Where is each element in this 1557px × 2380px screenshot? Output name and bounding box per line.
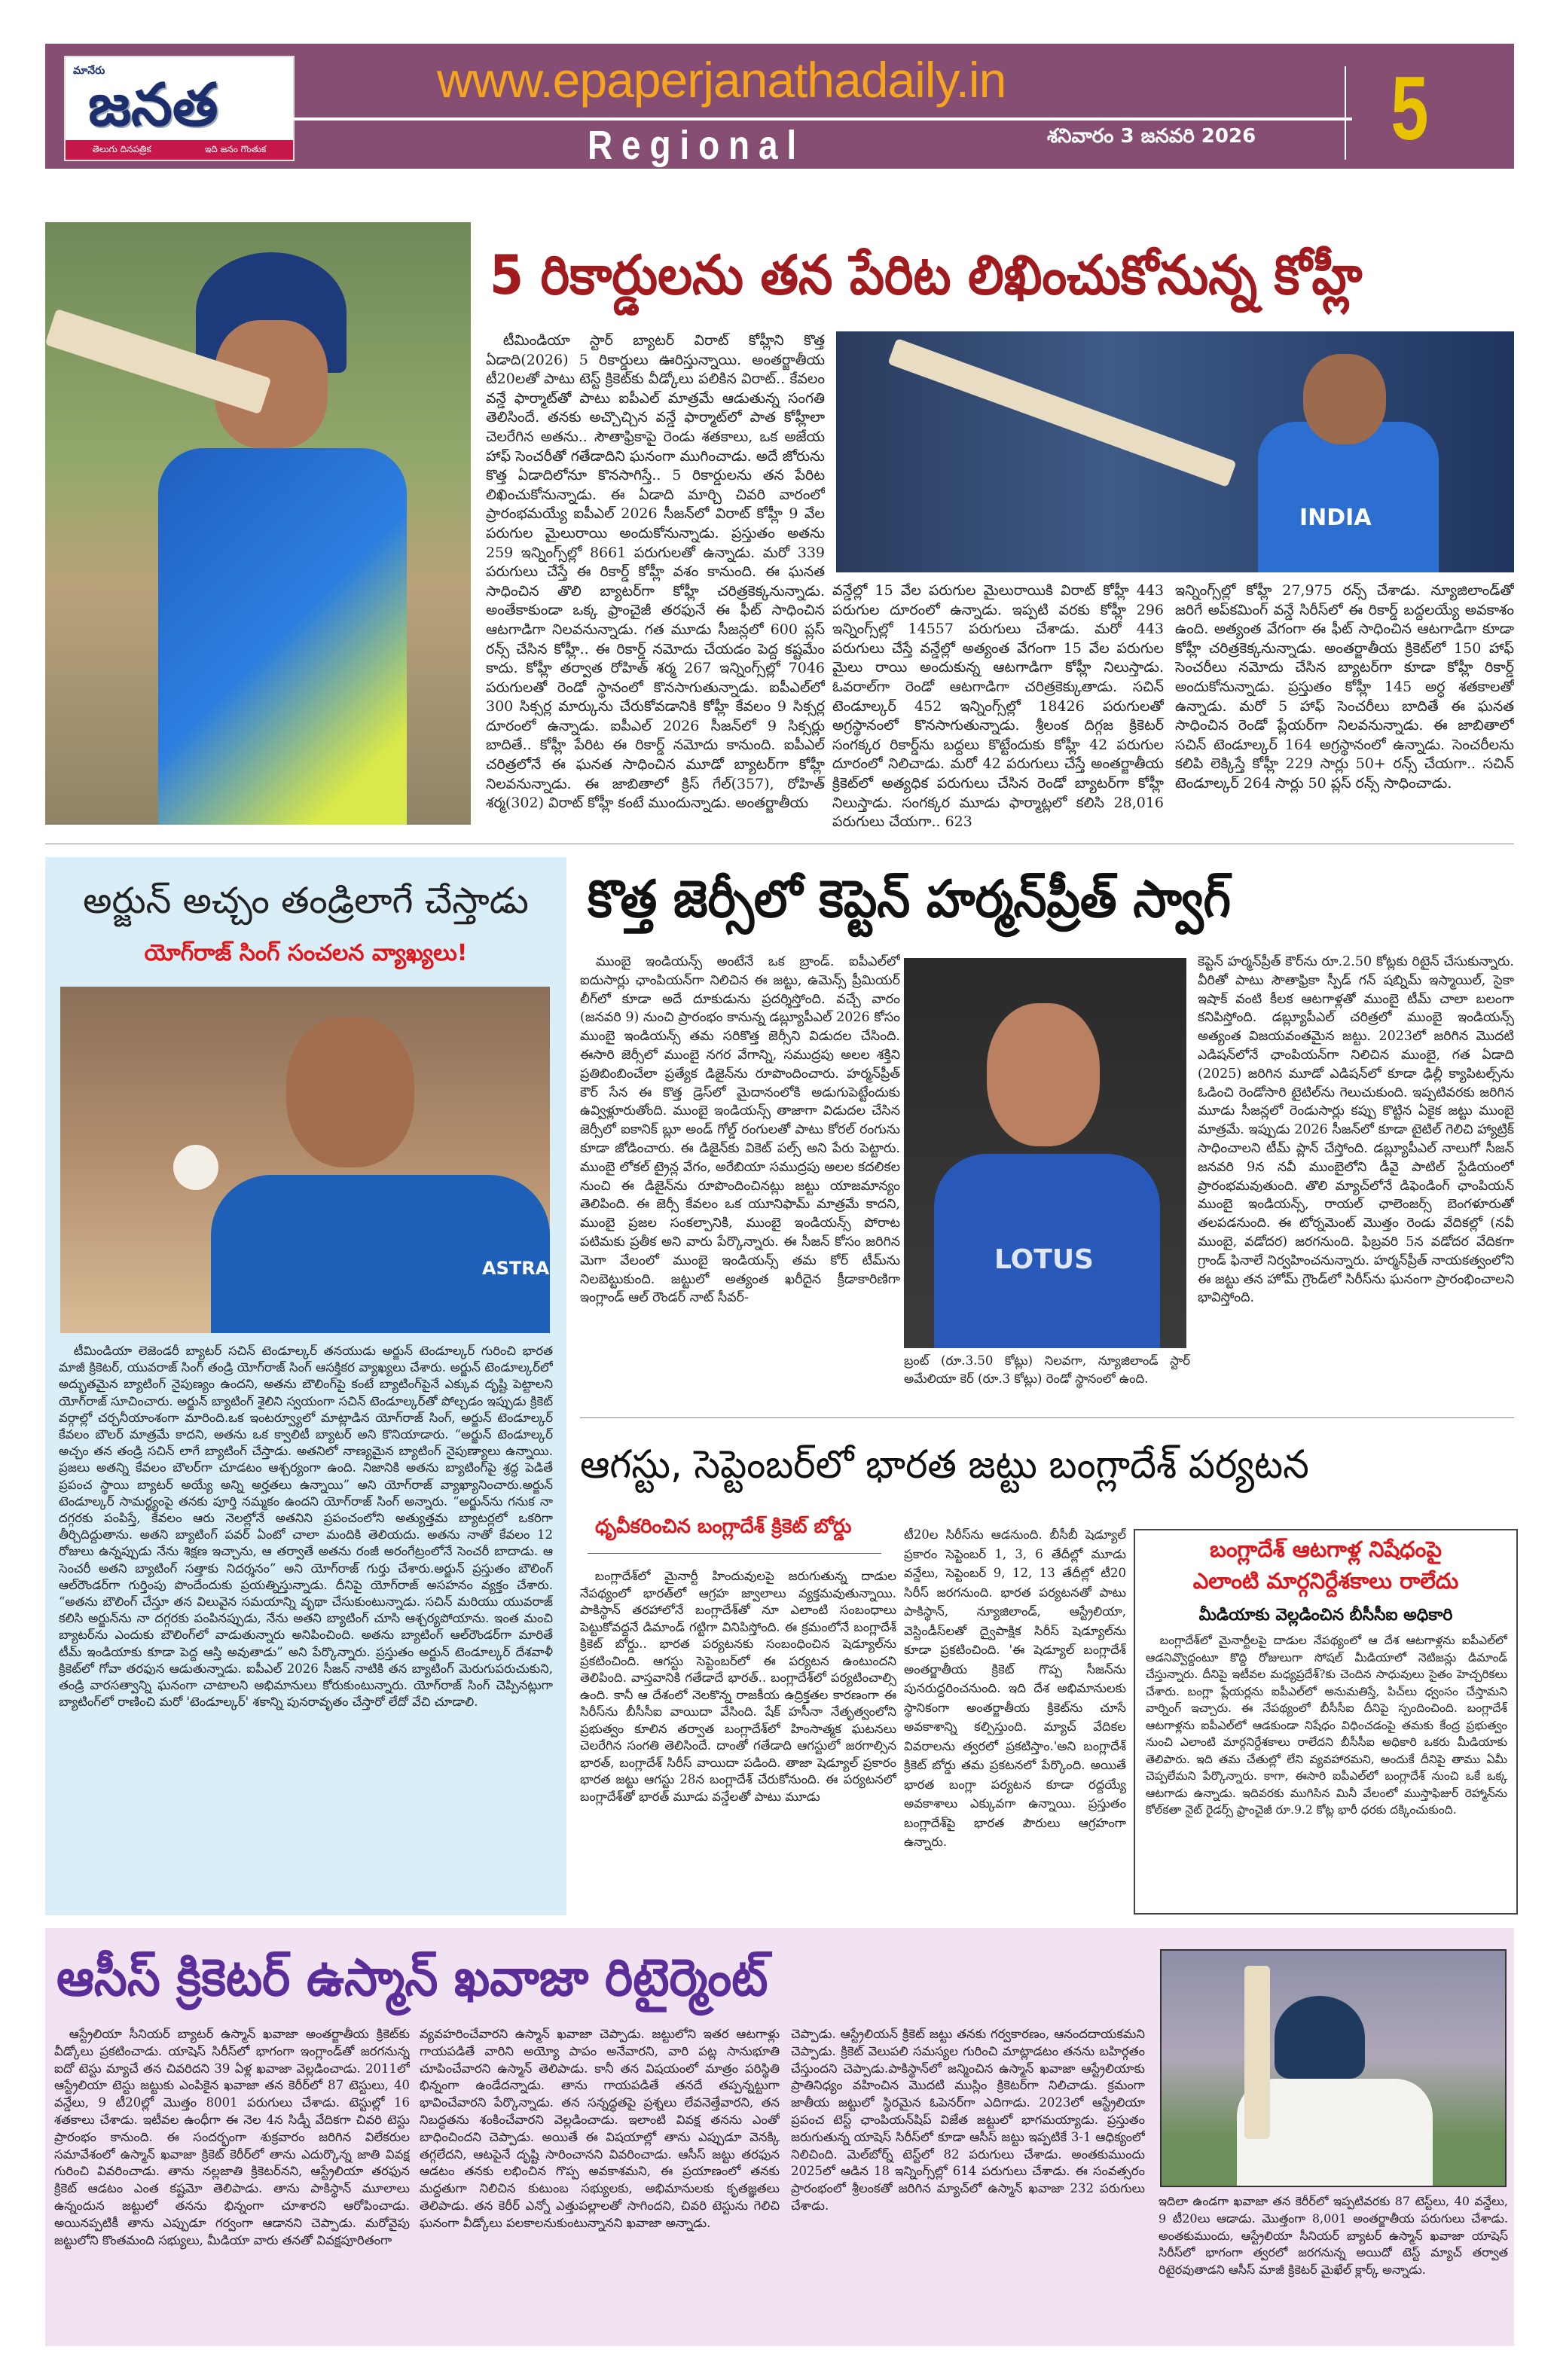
player-jersey [158,448,407,825]
section-name: Regional [588,123,806,168]
bcci-box [1134,1529,1518,1915]
kohli-celebration-photo [836,331,1514,572]
harman-column-1: ముంబై ఇండియన్స్ అంటేనే ఒక బ్రాండ్. ఐపీఎల్‌లో ఐదుసార్లు ఛాంపియన్‌గా నిలిచిన ఈ జట్టు, ఉమెన్స్ ప్రీమియర్ లీగ్‌లో కూడా అదే దూకుడును ప్రదర్శిస్తోంది. వచ్చే వారం (జనవరి 9) నుంచి ప్రారంభం కానున్న డబ్ల్యూపీఎల్ 2026 కోసం ముంబై ఇండియన్స్ తమ సరికొత్త జెర్సీని విడుదల చేసింది. ఈసారి జెర్సీలో ముంబై నగర వేగాన్ని, సముద్రపు అలల శక్తిని ప్రతిబింబించేలా ప్రత్యేక డిజైన్‌ను రూపొందించారు. హర్మన్‌ప్రీత్ కౌర్ సేన ఈ కొత్త డ్రెస్‌లో మైదానంలోకి అడుగుపెట్టేందుకు ఉవ్విళ్లూరుతోంది. ముంబై ఇండియన్స్ తాజాగా విడుదల చేసిన జెర్సీలో ఐకానిక్ బ్లూ అండ్ గోల్డ్ రంగులతో పాటు కోరల్ రంగును కూడా జోడించారు. ఈ డిజైన్‌కు వికెట్ పల్స్ అని పేరు పెట్టారు. ముంబై లోకల్ ట్రైన్ల వేగం, అరేబియా సముద్రపు అలల కదలికల నుంచి ఈ డిజైన్‌ను రూపొందించినట్లు జట్టు యాజమాన్యం తెలిపింది. ఈ జెర్సీ కేవలం ఒక యూనిఫామ్ మాత్రమే కాదని, ముంబై ప్రజల సంకల్పానికి, ముంబై ఇండియన్స్ పోరాట పటిమకు ప్రతీక అని వారు పేర్కొన్నారు. ఈ సీజన్ కోసం జరిగిన మెగా వేలంలో ముంబై ఇండియన్స్ తమ కోర్ టీమ్‌ను నిలబెట్టుకుంది. జట్టులో అత్యంత ఖరీదైన క్రీడాకారిణిగా ఇంగ్లాండ్ ఆల్ రౌండర్ నాట్ సీవర్- [580,954,900,1306]
player-head [1303,354,1386,444]
harman-headline: కొత్త జెర్సీలో కెప్టెన్ హర్మన్‌ప్రీత్ స్వాగ్ [588,870,1231,929]
khawaja-article-box [45,1928,1514,2346]
player-jersey [211,1175,550,1333]
usman-khawaja-photo [1160,1949,1507,2187]
bangladesh-column-2: టీ20ల సిరీస్‌ను ఆడనుంది. బీసీబీ షెడ్యూల్ ప్రకారం సెప్టెంబర్ 1, 3, 6 తేదీల్లో మూడు వన్డేలు, సెప్టెంబర్ 9, 12, 13 తేదీల్లో టీ20 సిరీస్ జరగనుంది. భారత పర్యటనతో పాటు పాకిస్థాన్, న్యూజిలాండ్, ఆస్ట్రేలియా, వెస్టిండీస్‌లతో ద్వైపాక్షిక సిరీస్ షెడ్యూల్‌ను కూడా ప్రకటించింది. 'ఈ షెడ్యూల్ బంగ్లాదేశ్ అంతర్జాతీయ క్రికెట్ గొప్ప సీజన్‌ను పునరుద్దరించనుంది. ఇది దేశ అభిమానులకు స్థానికంగా అంతర్జాతీయ క్రికెట్‌ను చూసే అవకాశాన్ని కల్పిస్తుంది. మ్యాచ్ వేదికల వివరాలను త్వరలో ప్రకటిస్తాం.'అని బంగ్లాదేశ్ క్రికెట్ బోర్డు తమ ప్రకటనలో పేర్కొంది. అయితే భారత బంగ్లా పర్యటన కూడా రద్దయ్యే అవకాశాలు ఎక్కువగా ఉన్నాయి. ప్రస్తుతం బంగ్లాదేశ్‌పై భారత పౌరులు ఆగ్రహంగా ఉన్నారు. [904,1527,1126,1849]
bangladesh-column-1: బంగ్లాదేశ్‌లో మైనార్టీ హిందువులపై జరుగుతున్న దాడుల నేపథ్యంలో భారత్‌లో ఆగ్రహ జ్వాలాలు వ్యక్తమవుతున్నాయి. పాకిస్థాన్ తరహాలోనే బంగ్లాదేశ్‌తో నూ ఎలాంటి సంబంధాలు పెట్టుకోవద్దనే డిమాండ్ గట్టిగా వినిపిస్తోంది. ఈ క్రమంలోనే బంగ్లాదేశ్ క్రికెట్ బోర్డు.. భారత పర్యటనకు సంబంధించిన షెడ్యూల్‌ను ప్రకటించింది. ఆగస్టు సెప్టెంబర్‌లో ఈ పర్యటన ఉంటుందని తెలిపింది. వాస్తవానికి గతేడాదే భారత్.. బంగ్లాదేశ్‌లో పర్యటించాల్సి ఉంది. కానీ ఆ దేశంలో నెలకొన్న రాజకీయ ఉద్రిక్తతల కారణంగా ఈ సిరీస్‌ను బీసీసీఐ వాయిదా వేసింది. షేక్ హసీనా నేతృత్వంలోని ప్రభుత్వం కూలిన తర్వాత బంగ్లాదేశ్‌లో హింసాత్మక ఘటనలు చెలరేగిన సంగతి తెలిసిందే. దాంతో గతేడాది ఆగస్టులో జరగాల్సిన భారత్, బంగ్లాదేశ్ సిరీస్ వాయిదా పడింది. తాజా షెడ్యూల్ ప్రకారం భారత జట్టు ఆగస్టు 28న బంగ్లాదేశ్ చేరుకోనుంది. ఈ పర్యటనలో బంగ్లాదేశ్‌తో భారత్ మూడు వన్డేలతో పాటు మూడు [580,1569,896,1804]
logo-tagline-left: తెలుగు దినపత్రిక [92,143,151,154]
logo-tagline [66,140,293,160]
issue-date: శనివారం 3 జనవరి 2026 [1047,125,1256,148]
arjun-headline: అర్జున్ అచ్చం తండ్రిలాగే చేస్తాడు [83,880,529,922]
section-divider [580,1417,1514,1418]
bangladesh-headline: ఆగస్టు, సెప్టెంబర్‌లో భారత జట్టు బంగ్లాదేశ్ పర్యటన [580,1442,1309,1488]
jersey-text: INDIA [1299,505,1372,531]
arjun-body: టీమిండియా లెజెండరీ బ్యాటర్ సచిన్ టెండూల్కర్ తనయుడు అర్జున్ టెండూల్కర్ గురించి భారత మాజీ క్రికెటర్, యువరాజ్ సింగ్ తండ్రి యోగ్‌రాజ్ సింగ్ ఆసక్తికర వ్యాఖ్యలు చేశారు. అర్జున్ టెండూల్కర్‌లో అద్భుతమైన బ్యాటింగ్ నైపుణ్యం ఉందని, అతను బౌలింగ్‌పై కంటే బ్యాటింగ్‌పైనే ఎక్కువ దృష్టి పెట్టాలని యోగ్‌రాజ్ సూచించారు. అర్జున్ బ్యాటింగ్ శైలిని స్వయంగా సచిన్ టెండూల్కర్‌తో పోల్చడం ఇప్పుడు క్రికెట్ వర్గాల్లో చర్చనీయాంశంగా మారింది.ఒక ఇంటర్వ్యూలో మాట్లాడిన యోగ్‌రాజ్ సింగ్, అర్జున్ టెండూల్కర్ కేవలం బౌలర్ మాత్రమే కాదని, అతను ఒక క్వాలిటీ బ్యాటర్ అని కొనియాడారు. “అర్జున్ టెండూల్కర్ అచ్చం తన తండ్రి సచిన్ లాగే బ్యాటింగ్ చేస్తాడు. అతనిలో నాణ్యమైన బ్యాటింగ్ నైపుణ్యాలు ఉన్నాయి. ప్రజలు అతన్ని కేవలం బౌలర్‌గా చూడటం ఆశ్చర్యంగా ఉంది. నిజానికి అతను బ్యాటింగ్‌పై శ్రద్ధ పెడితే ప్రపంచ స్థాయి బ్యాటర్ అయ్యే అన్ని అర్హతలు ఉన్నాయి” అని యోగ్‌రాజ్ వ్యాఖ్యానించారు.అర్జున్ టెండూల్కర్ సామర్థ్యంపై తనకు పూర్తి నమ్మకం ఉందని యోగ్‌రాజ్ సింగ్ అన్నారు. “అర్జున్‌ను గనుక నా దగ్గరకు పంపిస్తే, కేవలం ఆరు నెలల్లోనే అతనిని ప్రపంచంలోని అత్యుత్తమ బ్యాటర్లలో ఒకరిగా తీర్చిదిద్దుతాను. అతని బ్యాటింగ్ పవర్ ఏంటో చాలా మందికి తెలియదు. అతను నాతో కేవలం 12 రోజులు ఉన్నప్పుడు నేను శిక్షణ ఇచ్చాను, ఆ తర్వాతే అతను రంజీ అరంగేట్రంలోనే సెంచరీ బాదాడు. ఆ సెంచరీ అతని బ్యాటింగ్ సత్తాకు నిదర్శనం” అని యోగ్‌రాజ్ గుర్తు చేశారు.అర్జున్ ప్రస్తుతం బౌలింగ్ ఆల్‌రౌండర్‌గా గుర్తింపు పొందేందుకు ప్రయత్నిస్తున్నాడు. దీనిపై యోగ్‌రాజ్ అసహనం వ్యక్తం చేశారు. “అతను బౌలింగ్ చేస్తూ తన విలువైన సమయాన్ని వృథా చేసుకుంటున్నాడు. సచిన్ మరియు యువరాజ్ కలిసి అర్జున్‌ను నా దగ్గరకు పంపినప్పుడు, నేను అతని బ్యాటింగ్ చూసి ఆశ్చర్యపోయాను. ఇంత మంచి బ్యాటర్‌ను ఎందుకు బౌలింగ్‌లో వాడుతున్నారు అనిపించింది. అతను బ్యాటింగ్ ఆల్‌రౌండర్‌గా మారితే టీమ్ ఇండియాకు కూడా పెద్ద ఆస్తి అవుతాడు” అని పేర్కొన్నారు. ప్రస్తుతం అర్జున్ టెండూల్కర్ దేశవాళీ క్రికెట్‌లో గోవా తరఫున ఆడుతున్నాడు. ఐపీఎల్ 2026 సీజన్ నాటికి తన బ్యాటింగ్ మెరుగుపరుచుకుని, తండ్రి వారసత్వాన్ని ఘనంగా చాటాలని అభిమానులు కోరుకుంటున్నారు. యోగ్‌రాజ్ సింగ్ చెప్పినట్లుగా బ్యాటింగ్‌లో రాణించి మరో 'టెండూల్కర్' శకాన్ని పునరావృతం చేస్తారో లేదో వేచి చూడాలి. [59,1344,553,1710]
harmanpreet-kaur-photo [904,958,1186,1348]
website-url[interactable]: www.epaperjanathadaily.in [437,52,1006,108]
cricket-ball [173,1145,218,1190]
kohli-headline: 5 రికార్డులను తన పేరిట లిఖించుకోనున్న కోహ్లీ [490,243,1363,307]
bangladesh-subheadline: ధృవీకరించిన బంగ్లాదేశ్ క్రికెట్ బోర్డు [595,1515,852,1538]
masthead-divider [290,117,1352,121]
raised-bat [1244,1966,1270,2139]
khawaja-column-3: చెప్పాడు. ఆస్ట్రేలియన్ క్రికెట్ జట్టు తనకు గర్వకారణం, ఆనందదాయకమని చెప్పాడు. క్రికెట్ వెలుపలి సమస్యల గురించి మాట్లాడటం తనను బహిర్గతం చేస్తుందని చెప్పాడు.పాకిస్థాన్‌లో జన్మించిన ఉస్మాన్ ఖవాజా ఆస్ట్రేలియాకు ప్రాతినిధ్యం వహించిన మొదటి ముస్లిం క్రికెటర్‌గా నిలిచాడు. క్రమంగా జాతీయ జట్టులో స్థిరమైన ఓపెనర్‌గా ఎదిగాడు. 2023లో ఆస్ట్రేలియా ప్రపంచ టెస్ట్ ఛాంపియన్‌షిప్ విజేత జట్టులో భాగమయ్యాడు. ప్రస్తుతం జరుగుతున్న యాషెస్ సిరీస్‌లో కూడా ఆసీస్ జట్టు ఇప్పటికే 3-1 ఆధిక్యంలో నిలిచింది. మెల్‌బోర్న్ టెస్ట్‌లో 82 పరుగులు చేశాడు. అంతకుముందు 2025లో ఆడిన 18 ఇన్నింగ్స్‌ల్లో 614 పరుగులు చేశాడు. ఈ సంవత్సరం ప్రారంభంలో శ్రీలంకతో జరిగిన మ్యాచ్‌లో ఉస్మాన్ ఖవాజా 232 పరుగులు చేశాడు. [791,2027,1145,2213]
khawaja-column-1: ఆస్ట్రేలియా సీనియర్ బ్యాటర్ ఉస్మాన్ ఖవాజా అంతర్జాతీయ క్రికెట్‌కు వీడ్కోలు ప్రకటించాడు. యాషెస్ సిరీస్‌లో భాగంగా ఇంగ్లాండ్‌తో జరగనున్న ఐదో టెస్టు మ్యాచే తన చివరిదని 39 ఏళ్ల ఖవాజా వెల్లడించాడు. 2011లో ఆస్ట్రేలియా టెస్టు జట్టుకు ఎంపికైన ఖవాజా తన కెరీర్‌లో 87 టెస్టులు, 40 వన్డేలు, 9 టీ20ల్లో మొత్తం 8001 పరుగులు చేశాడు. టెస్టుల్లో 16 శతకాలు చేశాడు. ఇటీవల ఉంధీగా ఈ నెల 4న సిడ్నీ వేదికగా చివరి టెస్టు ప్రారంభం కానుంది. ఈ సందర్భంగా శుక్రవారం జరిగిన విలేకరుల సమావేశంలో ఉస్మాన్ ఖవాజా క్రికెట్ కెరీర్‌లో తాను ఎదుర్కొన్న జాతి వివక్ష గురించి వివరించాడు. తాను నల్లజాతి క్రికెటర్‌నని, ఆస్ట్రేలియా తరఫున క్రికెట్ ఆడటం ఎంత కష్టమో తెలిపాడు. తాను పాకిస్థాన్ మూలాలు ఉన్నందున జట్టులో తనను భిన్నంగా చూశారని ఆరోపించాడు. అయినప్పటికీ తాను ఎప్పుడూ గర్వంగా ఆడానని చెప్పాడు. మరోవైపు జట్టులోని కొంతమంది సభ్యులు, మీడియా వారు తనతో వివక్షపూరితంగా [54,2027,410,2247]
player-head [286,1017,414,1167]
player-head [987,1003,1100,1146]
arjun-article-box [45,857,566,1915]
masthead [45,44,1514,169]
player-jersey [1258,422,1439,572]
khawaja-headline: ఆసీస్ క్రికెటర్ ఉస్మాన్ ఖవాజా రిటైర్మెంట్ [56,1948,768,2008]
jersey-text: ASTRA [482,1258,550,1279]
kohli-column-3: ఇన్నింగ్స్‌ల్లో కోహ్లీ 27,975 రన్స్ చేశాడు. న్యూజిలాండ్‌తో జరిగే అప్‌కమింగ్ వన్డే సిరీస్‌లో ఈ రికార్డ్ బద్దలయ్యే అవకాశం ఉంది. అత్యంత వేగంగా ఈ ఫీట్ సాధించిన ఆటగాడిగా కూడా కోహ్లీ చరిత్రకెక్కనున్నాడు. అంతర్జాతీయ క్రికెట్‌లో 150 హాఫ్ సెంచరీలు నమోదు చేసిన బ్యాటర్‌గా కూడా కోహ్లీ రికార్డ్ అందుకోనున్నాడు. ప్రస్తుతం కోహ్లీ 145 అర్ధ శతకాలతో ఉన్నాడు. మరో 5 హాఫ్ సెంచరీలు బాదితే ఈ ఘనత సాధించిన రెండో ప్లేయర్‌గా నిలవనున్నాడు. ఈ జాబితాలో సచిన్ టెండూల్కర్ 164 అగ్రస్థానంలో ఉన్నాడు. సెంచరీలను కలిపి లెక్కిస్తే కోహ్లీ 229 సార్లు 50+ రన్స్ చేయగా.. సచిన్ టెండూల్కర్ 264 సార్లు 50 ప్లస్ రన్స్ సాధించాడు. [1175,582,1514,792]
khawaja-photo-caption: ఇదిలా ఉండగా ఖవాజా తన కెరీర్‌లో ఇప్పటివరకు 87 టెస్ట్‌లు, 40 వన్డేలు, 9 టీ20లు ఆడాడు. మొత్తంగా 8,001 అంతర్జాతీయ పరుగులు చేశాడు. అంతకుముందు, ఆస్ట్రేలియా సీనియర్ బ్యాటర్ ఉస్మాన్ ఖవాజా యాషెస్ సిరీస్‌లో భాగంగా త్వరలో జరగనున్న అయిదో టెస్ట్ మ్యాచ్ తర్వాత రిటైరవుతాడని ఆసీస్ మాజీ క్రికెటర్ మైఖేల్ క్లార్క్ అన్నాడు. [1159,2194,1508,2278]
arjun-tendulkar-photo [60,987,550,1333]
logo-tagline-right: ఇది జనం గొంతుక [204,143,267,154]
masthead-vertical-divider [1345,66,1346,160]
newspaper-logo[interactable] [64,56,295,161]
bcci-box-subheadline: మీడియాకు వెల్లడించిన బీసీసీఐ అధికారి [1198,1606,1453,1625]
kohli-column-2: వన్డేల్లో 15 వేల పరుగుల మైలురాయికి విరాట్ కోహ్లీ 443 పరుగుల దూరంలో ఉన్నాడు. ఇప్పటి వరకు కోహ్లీ 296 ఇన్నింగ్స్‌ల్లో 14557 పరుగులు చేశాడు. మరో 443 పరుగులు చేస్తే వన్డేల్లో అత్యంత వేగంగా 15 వేల పరుగుల మైలు రాయి అందుకున్న ఆటగాడిగా కోహ్లీ నిలుస్తాడు. ఓవరాల్‌గా రెండో ఆటగాడిగా చరిత్రకెక్కుతాడు. సచిన్ టెండూల్కర్ 452 ఇన్నింగ్స్‌ల్లో 18426 పరుగులతో అగ్రస్థానంలో కొనసాగుతున్నాడు. శ్రీలంక దిగ్గజ క్రికెటర్ సంగక్కర రికార్డ్‌ను బద్దలు కొట్టేందుకు కోహ్లీ 42 పరుగుల దూరంలో నిలిచాడు. మరో 42 పరుగులు చేస్తే అంతర్జాతీయ క్రికెట్‌లో అత్యధిక పరుగులు చేసిన రెండో బ్యాటర్‌గా కోహ్లీ నిలుస్తాడు. సంగక్కర మూడు ఫార్మాట్లలో కలిసి 28,016 పరుగులు చేయగా.. 623 [832,582,1164,830]
kohli-column-1: టీమిండియా స్టార్ బ్యాటర్ విరాట్ కోహ్లీని కొత్త ఏడాది(2026) 5 రికార్డులు ఊరిస్తున్నాయి. అంతర్జాతీయ టీ20లతో పాటు టెస్ట్ క్రికెట్‌కు వీడ్కోలు పలికిన విరాట్.. కేవలం వన్డే ఫార్మాట్‌తో పాటు ఐపీఎల్ మాత్రమే ఆడుతున్న సంగతి తెలిసిందే. తనకు అచ్చొచ్చిన వన్డే ఫార్మాట్‌లో పాత కోహ్లీలా చెలరేగిన అతను.. సౌతాఫ్రికాపై రెండు శతకాలు, ఒక అజేయ హాఫ్ సెంచరీతో గతేడాదిని ఘనంగా ముగించాడు. అదే జోరును కొత్త ఏడాదిలోనూ కొనసాగిస్తే.. 5 రికార్డులను తన పేరిట లిఖించుకోనున్నాడు. ఈ ఏడాది మార్చి చివరి వారంలో ప్రారంభమయ్యే ఐపీఎల్ 2026 సీజన్‌లో విరాట్ కోహ్లీ 9 వేల పరుగుల మైలురాయి అందుకోనున్నాడు. ప్రస్తుతం అతను 259 ఇన్నింగ్స్‌ల్లో 8661 పరుగులతో ఉన్నాడు. మరో 339 పరుగులు చేస్తే ఈ రికార్డ్ కోహ్లీ వశం కానుంది. ఈ ఘనత సాధించిన తొలి బ్యాటర్‌గా కోహ్లీ చరిత్రకెక్కనున్నాడు. అంతేకాకుండా ఒక్క ఫ్రాంచైజీ తరఫునే ఈ ఫీట్ సాధించిన ఆటగాడిగా నిలవనున్నాడు. గత మూడు సీజన్లలో 600 ప్లస్ రన్స్ చేసిన కోహ్లీ.. ఈ రికార్డ్ నమోదు చేయడం పెద్ద కష్టమేం కాదు. కోహ్లీ తర్వాత రోహిత్ శర్మ 267 ఇన్నింగ్స్‌ల్లో 7046 పరుగులతో రెండో స్థానంలో కొనసాగుతున్నాడు. ఐపీఎల్‌లో 300 సిక్సర్ల మార్కును చేరుకోవడానికి కోహ్లీ కేవలం 9 సిక్సర్ల దూరంలో ఉన్నాడు. ఐపీఎల్ 2026 సీజన్‌లో 9 సిక్సర్లు బాదితే.. కోహ్లీ పేరిట ఈ రికార్డ్ నమోదు కానుంది. ఐపీఎల్ చరిత్రలోనే ఈ ఘనత సాధించిన మూడో బ్యాటర్‌గా కోహ్లీ నిలవనున్నాడు. ఈ జాబితాలో క్రిస్ గేల్(357), రోహిత్ శర్మ(302) విరాట్ కోహ్లీ కంటే ముందున్నాడు. అంతర్జాతీయ [486,332,825,812]
harman-photo-caption: బ్రంట్ (రూ.3.50 కోట్లు) నిలవగా, న్యూజిలాండ్ స్టార్ అమేలియా కెర్ (రూ.3 కోట్లు) రెండో స్థానంలో ఉంది. [904,1353,1190,1386]
logo-prefix: మానేరు [73,65,105,77]
harman-column-3: కెప్టెన్ హర్మన్‌ప్రీత్ కౌర్‌ను రూ.2.50 కోట్లకు రిటైన్ చేసుకున్నారు. వీరితో పాటు సౌతాఫ్రికా స్పీడ్ గన్ షబ్నిమ్ ఇస్మాయిల్, సైకా ఇషాక్ వంటి కీలక ఆటగాళ్లతో ముంబై టీమ్ చాలా బలంగా కనిపిస్తోంది. డబ్ల్యూపీఎల్ చరిత్రలో ముంబై ఇండియన్స్ అత్యంత విజయవంతమైన జట్టు. 2023లో జరిగిన మొదటి ఎడిషన్‌లోనే ఛాంపియన్‌గా నిలిచిన ముంబై, గత ఏడాది (2025) జరిగిన మూడో ఎడిషన్‌లో కూడా ఢిల్లీ క్యాపిటల్స్‌ను ఓడించి రెండోసారి టైటిల్‌ను గెలుచుకుంది. ఇప్పటివరకు జరిగిన మూడు సీజన్లలో రెండుసార్లు కప్పు కొట్టిన ఏకైక జట్టు ముంబై మాత్రమే. ఇప్పుడు 2026 సీజన్‌లో కూడా టైటిల్ గెలిచి హ్యాట్రిక్ సాధించాలని టీమ్ ప్లాన్ చేస్తోంది. డబ్ల్యూపీఎల్ నాలుగో సీజన్ జనవరి 9న నవీ ముంబైలోని డీవై పాటిల్ స్టేడియంలో ప్రారంభమవుతుంది. తొలి మ్యాచ్‌లోనే డిఫెండింగ్ ఛాంపియన్ ముంబై ఇండియన్స్, రాయల్ ఛాలెంజర్స్ బెంగళూరుతో తలపడనుంది. ఈ టోర్నమెంట్ మొత్తం రెండు వేదికల్లో (నవీ ముంబై, వడోదర) జరగనుంది. ఫిబ్రవరి 5న వడోదర వేదికగా గ్రాండ్ ఫినాలే నిర్వహించనున్నారు. హర్మన్‌ప్రీత్ నాయకత్వంలోని ఈ జట్టు తన హోమ్ గ్రౌండ్‌లో సిరీస్‌ను ఘనంగా ప్రారంభించాలని భావిస్తోంది. [1198,954,1514,1306]
player-helmet [1275,1996,1365,2079]
bcci-box-body: బంగ్లాదేశ్‌లో మైనార్టీలపై దాడుల నేపథ్యంలో ఆ దేశ ఆటగాళ్లను ఐపీఎల్‌లో ఆడనివ్వొద్దంటూ కొద్ది రోజులుగా సోషల్ మీడియాలో నెటిజన్లు డిమాండ్ చేస్తున్నారు. దీనిపై ఇటీవల మధ్యప్రదేశ్?కు చెందిన సాధువులు సైతం హెచ్చరికలు చేశారు. బంగ్లా ప్లేయర్లను ఐపీఎల్‌లో అనుమతిస్తే, పిచ్‌లు ధ్వంసం చేస్తామని వార్నింగ్ ఇచ్చారు. ఈ నేపథ్యంలో బీసీసీఐ దీనిపై స్పందించింది. బంగ్లాదేశ్ ఆటగాళ్లను ఐపీఎల్‌లో ఆడకుండా నిషేధం విధించడంపై తమకు కేంద్ర ప్రభుత్వం నుంచి ఎలాంటి మార్గనిర్దేశకాలు రాలేదని బీసీసీఐ అధికారి ఒకరు మీడియాకు తెలిపారు. ఇది తమ చేతుల్లో లేని వ్యవహారమని, అందుకే దీనిపై తాము ఏమీ చెప్పలేమని పేర్కొన్నారు. కాగా, ఈసారి ఐపీఎల్‌లో బంగ్లాదేశ్ నుంచి ఒకే ఒక్క ఆటగాడు ఉన్నాడు. ఇదివరకు ముగిసిన మినీ వేలంలో ముస్తాఫిజుర్ రెహ్మాన్‌ను కోల్‌కతా నైట్ రైడర్స్ ఫ్రాంచైజీ రూ.9.2 కోట్ల భారీ ధరకు దక్కించుకుంది. [1146,1634,1507,1817]
page-number: 5 [1391,58,1429,159]
bcci-box-headline-2: ఎలాంటి మార్గనిర్దేశకాలు రాలేదు [1192,1568,1459,1594]
raised-bat [887,338,1236,487]
jersey-text: LOTUS [994,1244,1094,1275]
subheadline-underline [588,1553,881,1554]
bcci-box-headline-1: బంగ్లాదేశ్ ఆటగాళ్ల నిషేధంపై [1210,1536,1442,1562]
kohli-batting-photo [45,222,471,825]
khawaja-column-2: వ్యవహరించేవారని ఉస్మాన్ ఖవాజా చెప్పాడు. జట్టులోని ఇతర ఆటగాళ్లు గాయపడితే వారిని అయ్యో పాపం అనేవారని, వారి పట్ల సానుభూతి చూపించేవారని ఉస్మాన్ తెలిపాడు. కానీ తన విషయంలో మాత్రం పరిస్థితి భిన్నంగా ఉండేదన్నాడు. తాను గాయపడితే తనదే తప్పన్నట్టుగా భావించేవారని పేర్కొన్నాడు. తన సన్నద్ధతపై ప్రశ్నలు లేవనెత్తేవారని, తన నిబద్ధతను శంకించేవారని వెల్లడించాడు. ఇలాంటి వివక్ష తనను ఎంతో బాధించిందని చెప్పాడు. అయితే ఈ విషయాల్లో తాను ఎప్పుడూ వెనక్కి తగ్గలేదని, ఆటపైనే దృష్టి సారించానని వివరించాడు. ఆసీస్ జట్టు తరఫున ఆడటం తనకు లభించిన గొప్ప అవకాశమని, ఈ ప్రయాణంలో తనకు మద్దతుగా నిలిచిన కుటుంబ సభ్యులకు, అభిమానులకు కృతజ్ఞతలు తెలిపాడు. తన కెరీర్ ఎన్నో ఎత్తుపల్లాలతో సాగిందని, చివరి టెస్టును గెలిచి ఘనంగా వీడ్కోలు పలకాలనుకుంటున్నానని ఖవాజా అన్నాడు. [420,2027,780,2230]
arjun-subheadline: యోగ్‌రాజ్ సింగ్ సంచలన వ్యాఖ్యలు! [144,940,468,966]
logo-name: జనత [88,72,218,139]
